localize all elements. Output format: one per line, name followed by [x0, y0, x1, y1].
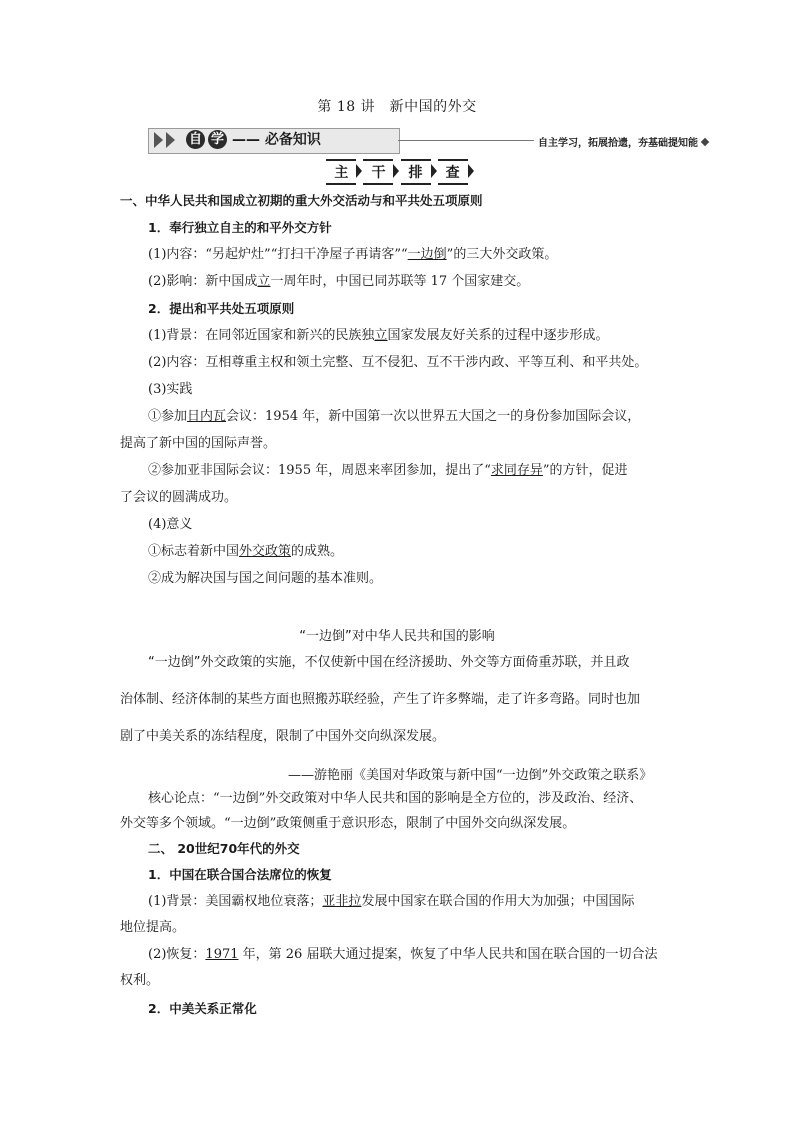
- section1-sub2-background: [148, 327, 608, 345]
- section1-sub2-practice: (3)实践: [148, 382, 193, 397]
- quote-line-2: 治体制、经济体制的某些方面也照搬苏联经验，产生了许多弊端，走了许多弯路。同时也加: [120, 692, 641, 707]
- banner-slogan: 自主学习，拓展拾遗，夯基础提知能: [534, 134, 698, 149]
- quote-line-1: “一边倒”外交政策的实施，不仅使新中国在经济援助、外交等方面倚重苏联，并且政: [148, 655, 630, 670]
- text-span: ②参加亚非国际会议：1955 年，周恩来率团参加，提出了“: [148, 463, 491, 478]
- section2-heading: 二、 20世纪70年代的外交: [148, 841, 300, 856]
- un-seat-background: [148, 893, 634, 911]
- banner-arrow-icon: [166, 132, 175, 148]
- banner-badge-study: 学: [208, 130, 227, 149]
- tag-row: [0, 159, 794, 185]
- asia-africa-conference: [148, 462, 628, 480]
- meaning-item-2: ②成为解决国与国之间问题的基本准则。: [148, 571, 383, 586]
- text-span: (1)背景：美国霸权地位衰落；: [148, 894, 323, 909]
- tag-cha: 查: [438, 159, 468, 185]
- text-span: 的成熟。: [291, 544, 344, 559]
- section1-sub2-content: (2)内容：互相尊重主权和领土完整、互不侵犯、互不干涉内政、平等互利、和平共处。: [148, 355, 648, 370]
- text-span: (2)影响：新中国成: [148, 274, 258, 289]
- underlined-term: 1971: [205, 947, 239, 962]
- text-span: 会议：1954 年，新中国第一次以世界五大国之一的身份参加国际会议，: [226, 409, 641, 424]
- text-span: 一周年时，中国已同苏联等 17 个国家建交。: [270, 274, 530, 289]
- geneva-conference: [148, 408, 640, 426]
- page-title: 第 18 讲 新中国的外交: [317, 99, 477, 115]
- meaning-item-1: [148, 543, 343, 561]
- asia-africa-conference-cont: 了会议的圆满成功。: [120, 490, 238, 505]
- text-span: ”的三大外交政策。: [446, 247, 558, 262]
- banner-badge-self: 自: [186, 130, 205, 149]
- underlined-term: 亚非拉: [322, 894, 362, 909]
- banner-arrow-icon: [154, 132, 163, 148]
- section1-sub2-meaning: (4)意义: [148, 517, 193, 532]
- underlined-term: 立: [374, 328, 388, 343]
- tag-pai: 排: [401, 159, 431, 185]
- text-span: 发展中国家在联合国的作用大为加强；中国国际: [361, 894, 635, 909]
- text-span: (1)背景：在同邻近国家和新兴的民族独: [148, 328, 375, 343]
- core-argument-1: 核心论点：“一边倒”外交政策对中华人民共和国的影响是全方位的，涉及政治、经济、: [148, 791, 643, 806]
- tag-gan: 干: [363, 159, 393, 185]
- section1-sub1-content: [148, 246, 557, 264]
- underlined-term: 一边倒: [407, 247, 447, 262]
- quote-source: ——游艳丽《美国对华政策与新中国“一边倒”外交政策之联系》: [288, 768, 653, 783]
- section1-sub2-heading: 2．提出和平共处五项原则: [148, 301, 295, 316]
- text-span: 年，第 26 届联大通过提案，恢复了中华人民共和国在联合国的一切合法: [238, 947, 658, 962]
- text-span: ”的方针，促进: [542, 463, 628, 478]
- text-span: (2)恢复：: [148, 947, 206, 962]
- un-seat-background-cont: 地位提高。: [120, 920, 186, 935]
- section-banner: [148, 128, 708, 152]
- underlined-term: 求同存异: [490, 463, 543, 478]
- text-span: 国家发展友好关系的过程中逐步形成。: [387, 328, 609, 343]
- section2-sub1-heading: 1．中国在联合国合法席位的恢复: [148, 867, 332, 882]
- text-span: ①参加: [148, 409, 188, 424]
- section1-sub1-heading: 1．奉行独立自主的和平外交方针: [148, 220, 332, 235]
- section1-heading: 一、中华人民共和国成立初期的重大外交活动与和平共处五项原则: [120, 193, 483, 208]
- geneva-conference-cont: 提高了新中国的国际声誉。: [120, 436, 277, 451]
- core-argument-2: 外交等多个领域。“一边倒”政策侧重于意识形态，限制了中国外交向纵深发展。: [120, 816, 576, 831]
- underlined-term: 立: [257, 274, 271, 289]
- underlined-term: 外交政策: [239, 544, 292, 559]
- diamond-icon: [701, 138, 709, 146]
- banner-label: —— 必备知识: [232, 132, 321, 148]
- quote-title: “一边倒”对中华人民共和国的影响: [299, 629, 495, 644]
- un-seat-restoration-cont: 权利。: [120, 973, 160, 988]
- tag-zhu: 主: [326, 159, 356, 185]
- un-seat-restoration: [148, 946, 657, 964]
- section2-sub2-heading: 2．中美关系正常化: [148, 1001, 257, 1016]
- text-span: ①标志着新中国: [148, 544, 240, 559]
- text-span: (1)内容：“另起炉灶”“打扫干净屋子再请客”“: [148, 247, 408, 262]
- section1-sub1-impact: [148, 273, 529, 291]
- quote-line-3: 剧了中美关系的冻结程度，限制了中国外交向纵深发展。: [120, 729, 446, 744]
- underlined-term: 日内瓦: [187, 409, 227, 424]
